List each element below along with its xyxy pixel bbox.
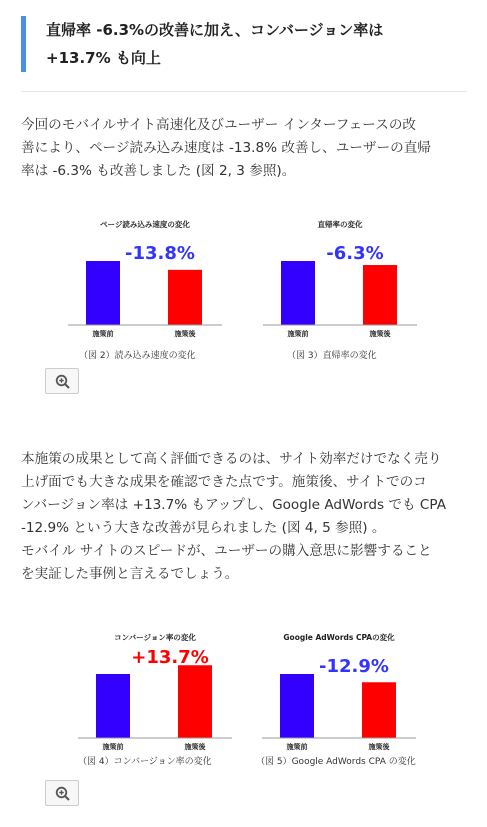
zoom-button[interactable] [45,368,79,394]
change-annotation: -13.8% [125,243,195,264]
x-tick-label: 施策前 [92,330,114,338]
chart-title: 直帰率の変化 [317,220,363,229]
zoom-in-icon [55,374,71,390]
change-annotation: +13.7% [131,647,209,669]
x-tick-label: 施策後 [368,743,390,751]
chart-load-speed [60,215,230,347]
bar-after [363,265,397,325]
change-annotation: -6.3% [326,243,384,264]
chart-title: ページ読み込み速度の変化 [100,220,190,229]
x-tick-label: 施策後 [174,330,196,338]
paragraph-2 [21,448,446,586]
bar-before [281,261,315,325]
chart-bounce-rate [255,215,425,347]
paragraph-line: 今回のモバイルサイト高速化及びユーザー インターフェースの改 [21,117,417,133]
bar-after [362,682,396,738]
bar-before [96,674,130,738]
x-tick-label: 施策前 [287,330,309,338]
caption-fig5: （図 5）Google AdWords CPA の変化 [256,757,416,767]
chart-title: Google AdWords CPAの変化 [283,633,395,642]
x-tick-label: 施策後 [369,330,391,338]
paragraph-line: -12.9% という大きな改善が見られました (図 4, 5 参照) 。 [21,520,386,536]
bar-after [168,270,202,325]
change-annotation: -12.9% [319,656,389,677]
chart-conversion-rate [70,628,240,760]
divider [21,91,467,92]
chart-title: コンバージョン率の変化 [114,633,196,642]
x-tick-label: 施策前 [102,743,124,751]
bar-before [280,674,314,738]
paragraph-line: 善により、ページ読み込み速度は -13.8% 改善し、ユーザーの直帰 [21,140,431,156]
x-tick-label: 施策前 [286,743,308,751]
zoom-button[interactable] [45,780,79,806]
paragraph-line: ンバージョン率は +13.7% もアップし、Google AdWords でも CPA [21,497,446,513]
bar-after [178,665,212,738]
paragraph-line: 本施策の成果として高く評価できるのは、サイト効率だけでなく売り [21,451,442,467]
chart-svg [254,628,424,756]
section-heading [21,16,461,72]
chart-svg [255,215,425,343]
chart-svg [70,628,240,756]
paragraph-line: を実証した事例と言えるでしょう。 [21,566,239,582]
caption-fig2: （図 2）読み込み速度の変化 [79,351,196,361]
paragraph-line: 率は -6.3% も改善しました (図 2, 3 参照)。 [21,163,296,179]
chart-adwords-cpa [254,628,424,760]
paragraph-line: モバイル サイトのスピードが、ユーザーの購入意思に影響すること [21,543,432,559]
paragraph-line: 上げ面でも大きな成果を確認できた点です。施策後、サイトでのコ [21,474,427,490]
zoom-in-icon [55,786,71,802]
heading-line-2: +13.7% も向上 [46,49,161,67]
paragraph-1 [21,114,431,183]
x-tick-label: 施策後 [184,743,206,751]
caption-fig3: （図 3）直帰率の変化 [287,351,377,361]
heading-line-1: 直帰率 -6.3%の改善に加え、コンバージョン率は [46,21,384,39]
bar-before [86,261,120,325]
caption-fig4: （図 4）コンバージョン率の変化 [78,757,212,767]
chart-svg [60,215,230,343]
